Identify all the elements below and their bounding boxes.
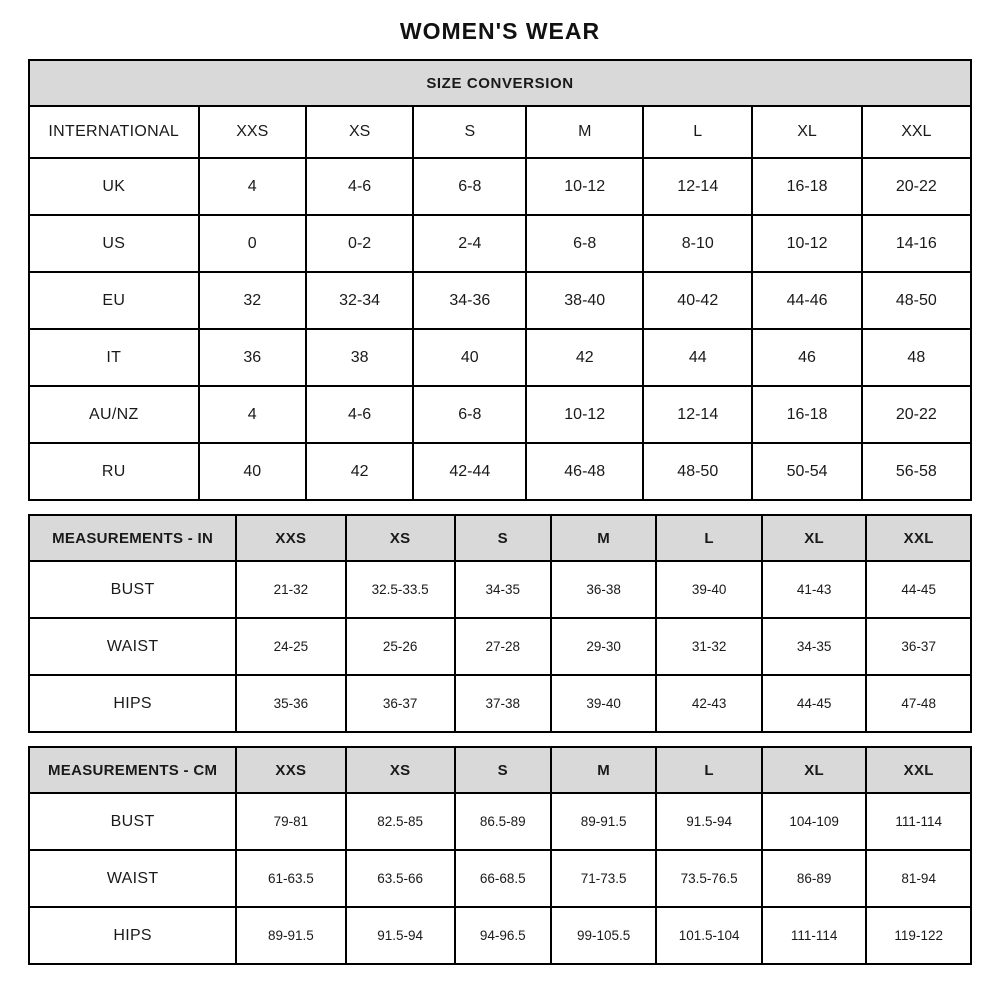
column-header: XL — [762, 515, 867, 561]
cell: 16-18 — [752, 158, 861, 215]
cell: 21-32 — [236, 561, 345, 618]
cell: 40 — [413, 329, 526, 386]
header-row — [29, 515, 971, 561]
column-header: S — [455, 747, 551, 793]
cell: 4-6 — [306, 158, 413, 215]
table-measurements-cm — [28, 746, 972, 965]
table-row — [29, 850, 971, 907]
row-label: US — [29, 215, 199, 272]
cell: 47-48 — [866, 675, 971, 732]
cell: 0-2 — [306, 215, 413, 272]
cell: 42-44 — [413, 443, 526, 500]
cell: 104-109 — [762, 793, 867, 850]
cell: 4-6 — [306, 386, 413, 443]
row-label: WAIST — [29, 618, 236, 675]
measurements-in-body — [29, 515, 971, 732]
table-row — [29, 793, 971, 850]
cell: 46-48 — [526, 443, 643, 500]
header-row — [29, 747, 971, 793]
cell: 63.5-66 — [346, 850, 455, 907]
cell: 81-94 — [866, 850, 971, 907]
table-row — [29, 907, 971, 964]
cell: 39-40 — [656, 561, 762, 618]
cell: 111-114 — [866, 793, 971, 850]
cell: 40-42 — [643, 272, 752, 329]
cell: 32-34 — [306, 272, 413, 329]
cell: 36-37 — [346, 675, 455, 732]
cell: 32 — [199, 272, 306, 329]
column-header: XXL — [866, 515, 971, 561]
cell: 34-35 — [762, 618, 867, 675]
column-header: L — [643, 106, 752, 158]
cell: 10-12 — [526, 158, 643, 215]
cell: 79-81 — [236, 793, 345, 850]
cell: 10-12 — [526, 386, 643, 443]
cell: 27-28 — [455, 618, 551, 675]
cell: 44-46 — [752, 272, 861, 329]
cell: 89-91.5 — [236, 907, 345, 964]
column-header: XXL — [862, 106, 971, 158]
cell: 42-43 — [656, 675, 762, 732]
header-row-label: MEASUREMENTS - CM — [29, 747, 236, 793]
column-header: XXS — [236, 515, 345, 561]
column-header: L — [656, 747, 762, 793]
cell: 8-10 — [643, 215, 752, 272]
cell: 119-122 — [866, 907, 971, 964]
column-header: S — [455, 515, 551, 561]
cell: 2-4 — [413, 215, 526, 272]
cell: 20-22 — [862, 158, 971, 215]
cell: 20-22 — [862, 386, 971, 443]
table-row — [29, 443, 971, 500]
cell: 71-73.5 — [551, 850, 657, 907]
cell: 111-114 — [762, 907, 867, 964]
cell: 0 — [199, 215, 306, 272]
cell: 34-36 — [413, 272, 526, 329]
row-label: AU/NZ — [29, 386, 199, 443]
cell: 61-63.5 — [236, 850, 345, 907]
cell: 12-14 — [643, 158, 752, 215]
cell: 41-43 — [762, 561, 867, 618]
table-row — [29, 215, 971, 272]
cell: 48-50 — [643, 443, 752, 500]
cell: 86.5-89 — [455, 793, 551, 850]
cell: 32.5-33.5 — [346, 561, 455, 618]
cell: 16-18 — [752, 386, 861, 443]
cell: 31-32 — [656, 618, 762, 675]
column-header: XL — [762, 747, 867, 793]
table-row — [29, 329, 971, 386]
cell: 39-40 — [551, 675, 657, 732]
cell: 29-30 — [551, 618, 657, 675]
measurements-cm-body — [29, 747, 971, 964]
column-header: S — [413, 106, 526, 158]
cell: 91.5-94 — [346, 907, 455, 964]
cell: 38-40 — [526, 272, 643, 329]
header-row-label: MEASUREMENTS - IN — [29, 515, 236, 561]
table-measurements-in — [28, 514, 972, 733]
page-title: WOMEN'S WEAR — [399, 18, 601, 44]
cell: 36-38 — [551, 561, 657, 618]
cell: 42 — [306, 443, 413, 500]
header-row-label: INTERNATIONAL — [29, 106, 199, 158]
cell: 6-8 — [526, 215, 643, 272]
cell: 73.5-76.5 — [656, 850, 762, 907]
cell: 14-16 — [862, 215, 971, 272]
cell: 101.5-104 — [656, 907, 762, 964]
cell: 40 — [199, 443, 306, 500]
cell: 66-68.5 — [455, 850, 551, 907]
cell: 82.5-85 — [346, 793, 455, 850]
column-header: XS — [306, 106, 413, 158]
cell: 44 — [643, 329, 752, 386]
table-title-row — [29, 60, 971, 106]
table-size-conversion — [28, 59, 972, 501]
cell: 36-37 — [866, 618, 971, 675]
table-row — [29, 561, 971, 618]
row-label: RU — [29, 443, 199, 500]
table-row — [29, 386, 971, 443]
cell: 6-8 — [413, 158, 526, 215]
cell: 99-105.5 — [551, 907, 657, 964]
cell: 6-8 — [413, 386, 526, 443]
cell: 89-91.5 — [551, 793, 657, 850]
column-header: XXL — [866, 747, 971, 793]
table-row — [29, 272, 971, 329]
cell: 48-50 — [862, 272, 971, 329]
column-header: M — [551, 747, 657, 793]
column-header: XL — [752, 106, 861, 158]
cell: 24-25 — [236, 618, 345, 675]
cell: 35-36 — [236, 675, 345, 732]
row-label: HIPS — [29, 675, 236, 732]
column-header: XXS — [199, 106, 306, 158]
cell: 12-14 — [643, 386, 752, 443]
column-header: M — [551, 515, 657, 561]
cell: 38 — [306, 329, 413, 386]
table-row — [29, 618, 971, 675]
table-row — [29, 675, 971, 732]
column-header: XS — [346, 747, 455, 793]
cell: 44-45 — [866, 561, 971, 618]
table-title: SIZE CONVERSION — [29, 60, 971, 106]
row-label: EU — [29, 272, 199, 329]
cell: 44-45 — [762, 675, 867, 732]
column-header: XS — [346, 515, 455, 561]
cell: 36 — [199, 329, 306, 386]
table-row — [29, 158, 971, 215]
column-header: L — [656, 515, 762, 561]
cell: 56-58 — [862, 443, 971, 500]
cell: 4 — [199, 158, 306, 215]
row-label: WAIST — [29, 850, 236, 907]
cell: 34-35 — [455, 561, 551, 618]
header-row — [29, 106, 971, 158]
row-label: IT — [29, 329, 199, 386]
cell: 91.5-94 — [656, 793, 762, 850]
column-header: M — [526, 106, 643, 158]
row-label: BUST — [29, 793, 236, 850]
cell: 50-54 — [752, 443, 861, 500]
column-header: XXS — [236, 747, 345, 793]
row-label: UK — [29, 158, 199, 215]
size-conversion-body — [29, 60, 971, 500]
row-label: BUST — [29, 561, 236, 618]
cell: 25-26 — [346, 618, 455, 675]
cell: 37-38 — [455, 675, 551, 732]
cell: 46 — [752, 329, 861, 386]
cell: 10-12 — [752, 215, 861, 272]
cell: 86-89 — [762, 850, 867, 907]
cell: 42 — [526, 329, 643, 386]
row-label: HIPS — [29, 907, 236, 964]
cell: 48 — [862, 329, 971, 386]
cell: 4 — [199, 386, 306, 443]
cell: 94-96.5 — [455, 907, 551, 964]
